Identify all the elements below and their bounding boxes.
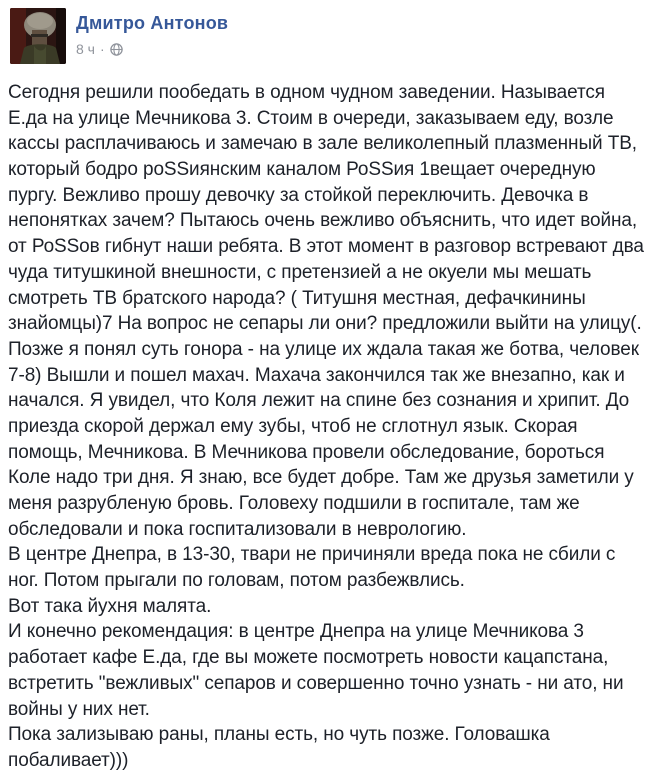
post-line: Пока зализываю раны, планы есть, но чуть позже. Головашка	[8, 724, 550, 746]
post-line: чуда титушкиной внешности, с претензией а не окуели мы мешать	[8, 261, 592, 283]
post-line: 7-8) Вышли и пошел махач. Махача закончился так же внезапно, как и	[8, 364, 625, 386]
post-line: от РоSSов гибнут наши ребята. В этот момент в разговор встревают два	[8, 236, 644, 258]
post-line: Е.да на улице Мечникова 3. Стоим в очереди, заказываем еду, возле	[8, 107, 614, 129]
post-line: Вот така йухня малята.	[8, 595, 212, 617]
post-body	[0, 72, 660, 774]
post-line: Коле надо три дня. Я знаю, все будет добре. Там же друзья заметили у	[8, 467, 634, 489]
post-line: пургу. Вежливо прошу девочку за стойкой переключить. Девочка в	[8, 184, 589, 206]
avatar-image	[10, 8, 66, 64]
post-line: непонятках зачем? Пытаюсь очень вежливо объяснить, что идет война,	[8, 210, 638, 232]
post-line: Сегодня решили пообедать в одном чудном заведении. Называется	[8, 82, 605, 103]
post-header	[0, 0, 660, 72]
post-line: Позже я понял суть гонора - на улице их ждала такая же ботва, человек	[8, 338, 639, 360]
post-line: начался. Я увидел, что Коля лежит на спине без сознания и хрипит. До	[8, 390, 630, 412]
post-line: который бодро роSSиянским каналом РоSSия 1вещает очередную	[8, 159, 596, 181]
post-line: обследовали и пока госпитализовали в неврологию.	[8, 518, 467, 540]
timestamp[interactable]: 8 ч	[76, 41, 95, 57]
post-line: встретить "вежливых" сепаров и совершенно точно узнать - ни ато, ни	[8, 672, 624, 694]
post-line: побаливает)))	[8, 749, 129, 771]
post-line: ног. Потом прыгали по головам, потом разбежвлись.	[8, 570, 465, 592]
post-line: меня разрубленую бровь. Головеху подшили в госпитале, там же	[8, 493, 580, 514]
post-line: приезда скорой держал ему зубы, чтоб не сглотнул язык. Скорая	[8, 415, 578, 437]
post-line: знайомцы)7 На вопрос не сепары ли они? предложили выйти на улицу(.	[8, 313, 642, 335]
post-line: И конечно рекомендация: в центре Днепра на улице Мечникова 3	[8, 621, 584, 643]
author-link[interactable]: Дмитро Антонов	[76, 13, 229, 33]
post-line: кассы расплачиваюсь и замечаю в зале великолепный плазменный ТВ,	[8, 133, 637, 155]
post-line: работает кафе Е.да, где вы можете посмотреть новости кацапстана,	[8, 647, 609, 669]
globe-icon	[110, 43, 123, 56]
post-line: войны у них нет.	[8, 698, 150, 720]
post-line: В центре Днепра, в 13-30, твари не причиняли вреда пока не сбили с	[8, 544, 616, 566]
post-meta	[76, 41, 123, 57]
avatar[interactable]	[10, 8, 66, 64]
meta-separator: ·	[99, 41, 105, 57]
post-line: смотреть ТВ братского народа? ( Титушня местная, дефачкинины	[8, 287, 586, 309]
post-line: помощь, Мечникова. В Мечникова провели обследование, бороться	[8, 441, 605, 463]
